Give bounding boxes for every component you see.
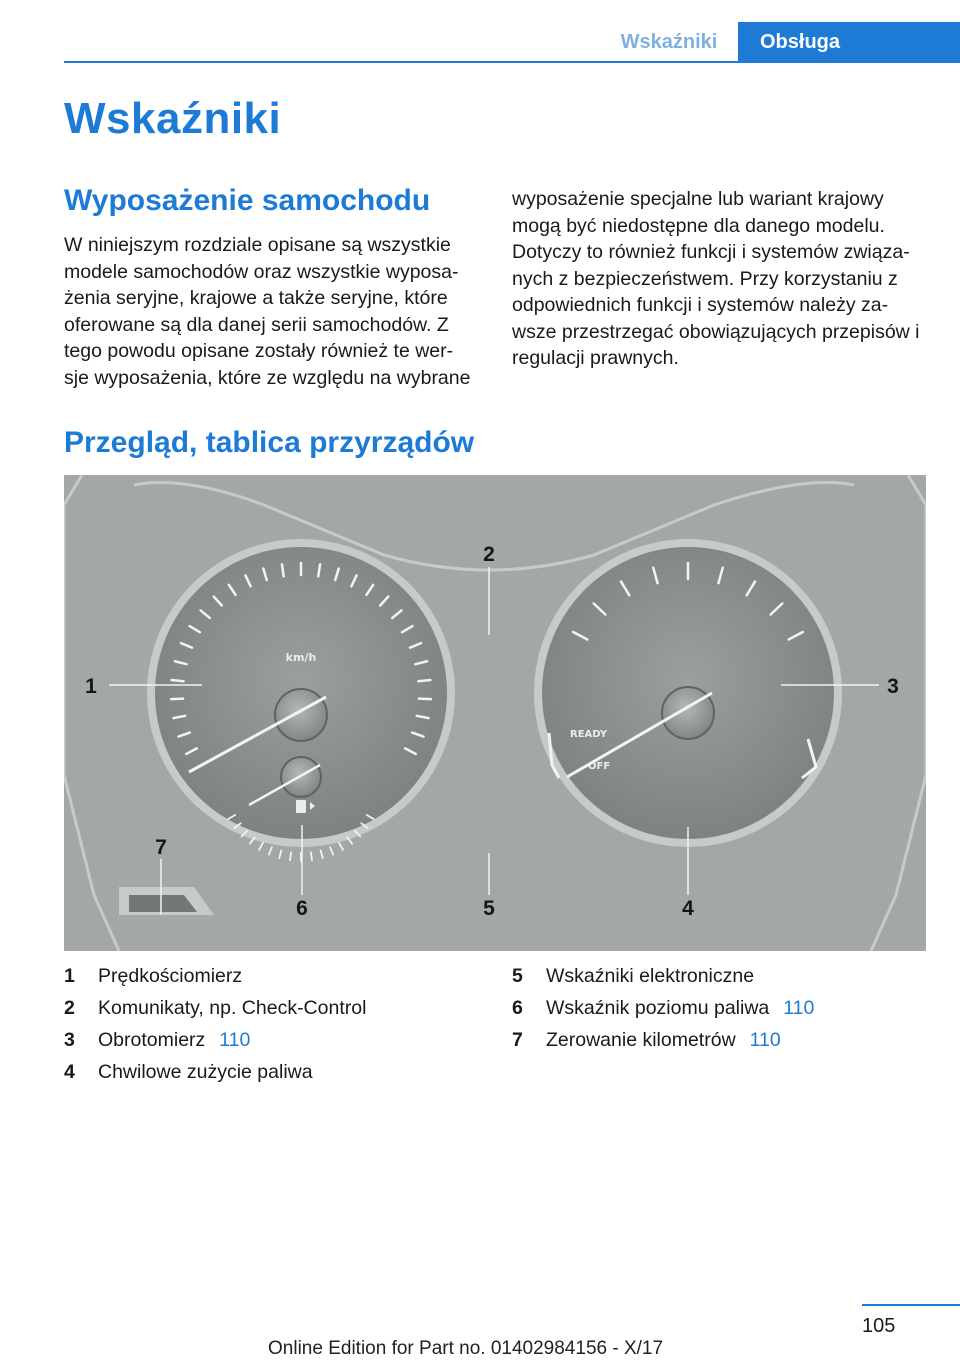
legend-number: 2 xyxy=(64,997,75,1019)
speed-unit-label: km/h xyxy=(285,651,317,664)
legend-item xyxy=(512,962,932,994)
legend-number: 3 xyxy=(64,1029,75,1051)
equipment-heading: Wyposażenie samochodu xyxy=(64,184,431,217)
gauge-tick xyxy=(282,564,284,576)
callout-number: 3 xyxy=(887,675,899,698)
header-rule xyxy=(64,61,960,63)
legend-number: 7 xyxy=(512,1029,523,1051)
page-number-rule xyxy=(862,1304,960,1306)
page-title: Wskaźniki xyxy=(64,94,282,143)
legend-label-wrap xyxy=(98,994,366,1022)
fuel-pump-icon xyxy=(296,800,306,813)
callout-number: 2 xyxy=(483,543,495,566)
callout-number: 6 xyxy=(296,897,308,920)
text-line: wsze przestrzegać obowiązujących przepisów i xyxy=(512,320,920,343)
legend-item xyxy=(64,1026,484,1058)
gauge-tick xyxy=(419,699,431,700)
legend-label: Obrotomierz xyxy=(98,1029,206,1051)
gauge-tick xyxy=(172,680,184,681)
legend-label: Wskaźnik poziomu paliwa xyxy=(546,997,770,1019)
legend-number: 4 xyxy=(64,1061,75,1083)
text-line: tego powodu opisane zostały również te wer‐ xyxy=(64,340,454,362)
text-line: mogą być niedostępne dla danego modelu. xyxy=(512,214,885,237)
speedometer-hub xyxy=(275,689,327,741)
page-reference-link[interactable]: 110 xyxy=(219,1029,251,1051)
gauge-tick xyxy=(418,680,430,681)
legend-label: Zerowanie kilometrów xyxy=(546,1029,736,1051)
callout-number: 5 xyxy=(483,897,495,920)
ready-label: READY xyxy=(570,729,608,740)
text-line: odpowiednich funkcji i systemów należy za‐ xyxy=(512,294,889,316)
instrument-cluster-figure xyxy=(64,475,926,951)
overview-heading: Przegląd, tablica przyrządów xyxy=(64,426,475,459)
text-line: nych z bezpieczeństwem. Przy korzystaniu z xyxy=(512,267,898,290)
legend-number: 6 xyxy=(512,997,523,1019)
text-line: sje wyposażenia, które ze względu na wybrane xyxy=(64,366,471,389)
legend-item xyxy=(64,1058,484,1090)
tachometer xyxy=(534,539,842,847)
legend-label: Komunikaty, np. Check-Control xyxy=(98,997,367,1019)
legend-label: Wskaźniki elektroniczne xyxy=(546,965,755,987)
legend-right xyxy=(512,962,932,1058)
instrument-cluster-illustration xyxy=(64,475,926,951)
edition-footer: Online Edition for Part no. 01402984156 - X/17 xyxy=(268,1338,664,1359)
legend-item xyxy=(512,994,932,1026)
legend-label: Chwilowe zużycie paliwa xyxy=(98,1061,313,1083)
page-reference-link[interactable]: 110 xyxy=(783,997,815,1019)
section-tab: Wskaźniki xyxy=(620,31,718,53)
legend-item xyxy=(64,994,484,1026)
legend-item xyxy=(64,962,484,994)
gauge-tick xyxy=(171,699,183,700)
legend-label-wrap xyxy=(98,962,242,990)
text-line: wyposażenie specjalne lub wariant krajowy xyxy=(512,188,884,210)
legend-label-wrap xyxy=(98,1026,250,1054)
legend-label-wrap xyxy=(98,1058,313,1086)
text-line: oferowane są dla danej serii samochodów. Z xyxy=(64,313,449,336)
text-line: modele samochodów oraz wszystkie wyposa‐ xyxy=(64,260,459,283)
legend-label: Prędkościomierz xyxy=(98,965,243,987)
legend-left xyxy=(64,962,484,1090)
equipment-text-left xyxy=(64,232,484,391)
legend-item xyxy=(512,1026,932,1058)
callout-number: 4 xyxy=(682,897,694,920)
legend-label-wrap xyxy=(546,994,814,1022)
page-reference-link[interactable]: 110 xyxy=(749,1029,781,1051)
chapter-tab: Obsługa xyxy=(738,22,960,62)
off-label: OFF xyxy=(588,761,611,772)
gauge-tick xyxy=(311,852,312,860)
callout-number: 1 xyxy=(85,675,97,698)
legend-label-wrap xyxy=(546,1026,781,1054)
equipment-text-right xyxy=(512,186,932,372)
legend-number: 1 xyxy=(64,965,75,987)
callout-number: 7 xyxy=(155,836,167,859)
text-line: W niniejszym rozdziale opisane są wszystkie xyxy=(64,234,451,256)
page-number: 105 xyxy=(862,1315,896,1337)
text-line: regulacji prawnych. xyxy=(512,347,679,369)
gauge-tick xyxy=(290,852,291,860)
gauge-tick xyxy=(318,564,320,576)
legend-number: 5 xyxy=(512,965,523,987)
text-line: Dotyczy to również funkcji i systemów związa‐ xyxy=(512,241,910,263)
legend-label-wrap xyxy=(546,962,754,990)
text-line: żenia seryjne, krajowe a także seryjne, które xyxy=(64,287,448,309)
